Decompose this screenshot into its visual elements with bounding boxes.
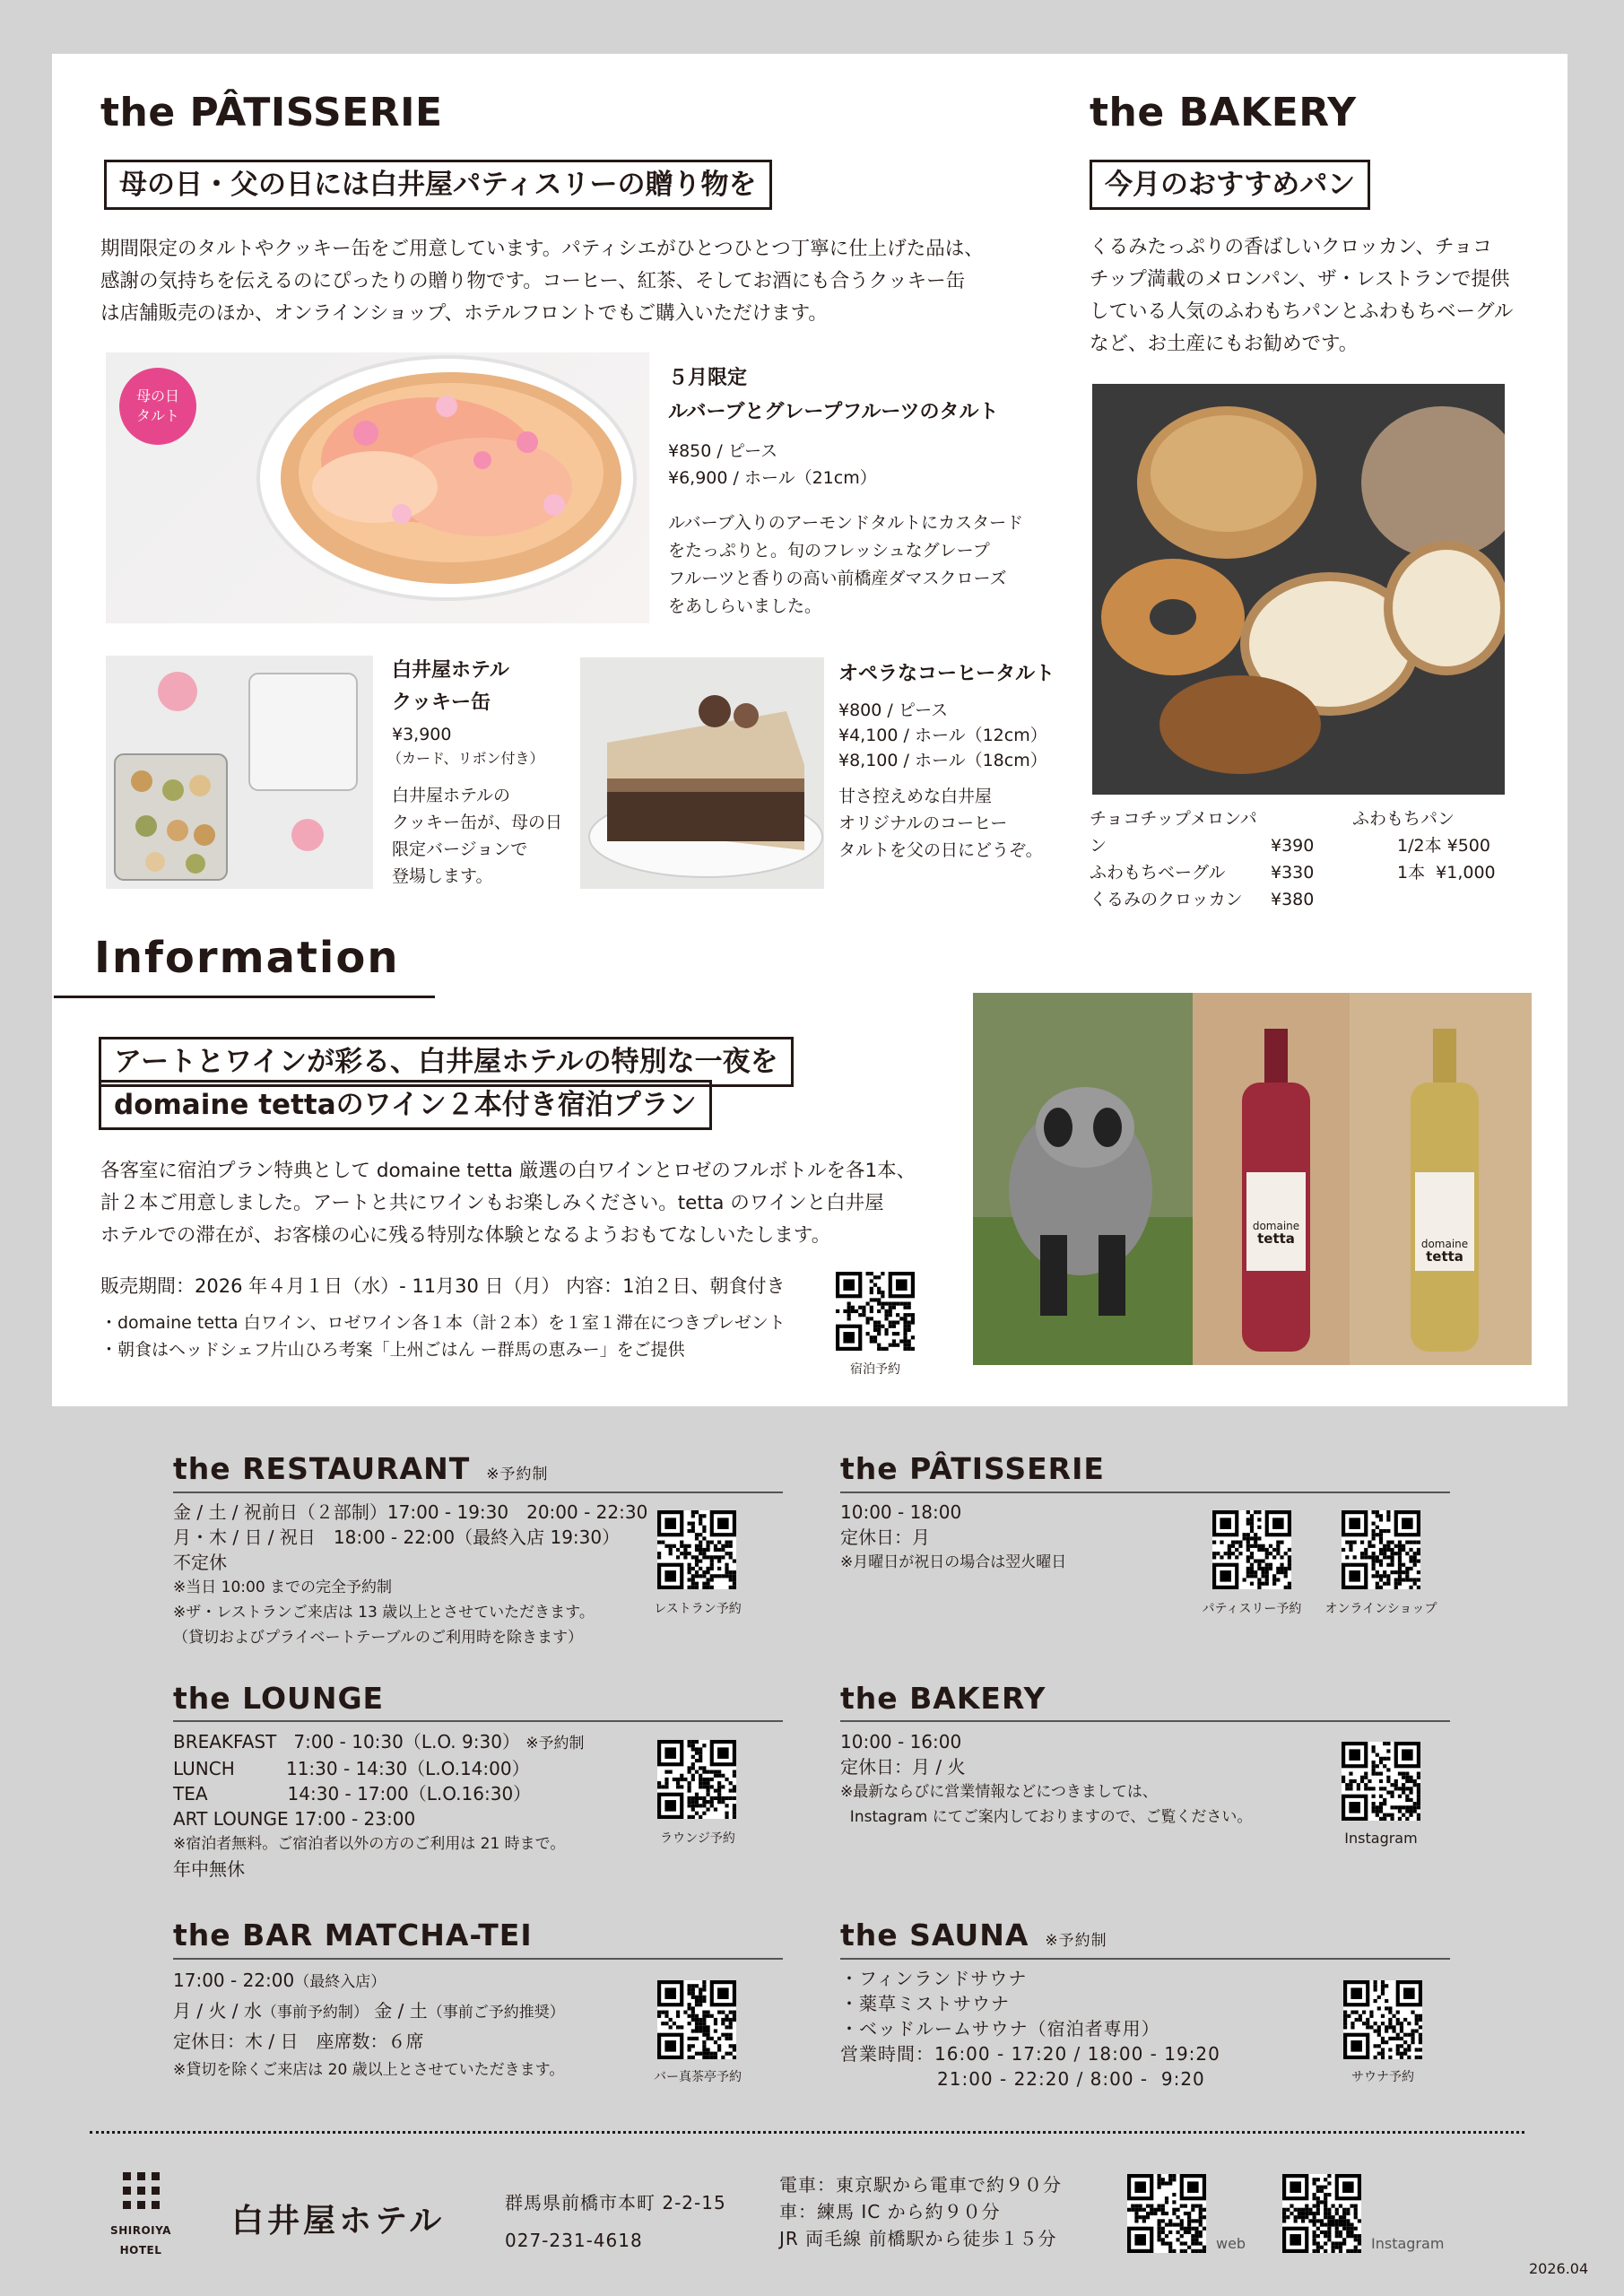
sauna-qr-caption: サウナ予約: [1351, 2070, 1414, 2084]
hours-line: 10:00 - 18:00: [840, 1501, 962, 1523]
wine-illustration: [973, 993, 1532, 1365]
hours-line: [173, 1729, 585, 1756]
cookie-note: （カード、リボン付き）: [387, 750, 544, 767]
website-caption: web: [1216, 2235, 1246, 2252]
bullet-line: ・domaine tetta 白ワイン、ロゼワイン各１本（計２本）を１室１滞在につきプレゼント: [100, 1313, 786, 1333]
cookie-tin-photo: [106, 656, 373, 889]
stay-booking-caption: 宿泊予約: [850, 1362, 900, 1377]
body-line: 各客室に宿泊プラン特典として domaine tetta 厳選の白ワインとロゼのフルボトルを各1本、: [100, 1160, 916, 1182]
item-price: ¥390: [1271, 836, 1315, 856]
website-qr[interactable]: [1127, 2174, 1206, 2253]
note-line: ※最新ならびに営業情報などにつきましては、: [840, 1783, 1158, 1801]
wine-label-line: domaine: [1252, 1220, 1300, 1232]
intro-line: している人気のふわもちパンとふわもちベーグル: [1090, 300, 1514, 323]
fuwamochi-prices: [1352, 805, 1496, 886]
desc-line: をあしらいました。: [668, 596, 822, 616]
opera-name: オペラなコーヒータルト: [838, 663, 1055, 685]
price-line: ¥850 / ピース: [668, 441, 778, 461]
access-line: JR 両毛線 前橋駅から徒歩１５分: [779, 2228, 1057, 2249]
divider: [173, 1958, 783, 1960]
qr-code-icon: [1343, 1980, 1422, 2059]
rose-wine-label: [1246, 1220, 1306, 1245]
hours-text: BREAKFAST 7:00 - 10:30（L.O. 9:30）: [173, 1731, 520, 1752]
qr-code-icon: [657, 1740, 736, 1819]
sauna-line: ・フィンランドサウナ: [840, 1968, 1028, 1989]
hotel-contact: [505, 2184, 726, 2259]
price-line: ¥8,100 / ホール（18cm）: [838, 751, 1047, 770]
item-name: くるみのクロッカン: [1090, 890, 1243, 909]
logo-line: HOTEL: [119, 2244, 162, 2257]
issue-date: 2026.04: [1529, 2260, 1589, 2277]
hours-line: 月・木 / 日 / 祝日 18:00 - 22:00（最終入店 19:30）: [173, 1526, 621, 1548]
cookie-tin-illustration: [106, 656, 373, 889]
access-line: 電車：東京駅から電車で約９０分: [779, 2174, 1062, 2196]
opera-desc: [838, 783, 1043, 864]
sauna-info: [840, 1966, 1220, 2092]
sauna-booking-qr[interactable]: [1343, 1980, 1422, 2059]
mothers-day-badge: [119, 368, 196, 445]
hotel-name: 白井屋ホテル: [231, 2203, 446, 2239]
bakery-price-row: [1090, 886, 1314, 913]
item-price: ¥380: [1271, 890, 1315, 909]
restaurant-hours: [173, 1500, 647, 1650]
qr-code-icon: [657, 1510, 736, 1589]
item-name: チョコチップメロンパン: [1090, 809, 1257, 856]
hours-line: 10:00 - 16:00: [840, 1731, 962, 1752]
price-line: ¥800 / ピース: [838, 700, 949, 720]
wine-label-line: domaine: [1420, 1238, 1469, 1250]
hours-line: TEA 14:30 - 17:00（L.O.16:30）: [173, 1783, 532, 1805]
note-line: ※ザ・レストランご来店は 13 歳以上とさせていただきます。: [173, 1604, 595, 1622]
desc-line: 甘さ控えめな白井屋: [838, 787, 993, 806]
sauna-title-text: the SAUNA: [840, 1918, 1029, 1952]
note-line: （貸切およびプライベートテーブルのご利用時を除きます）: [173, 1629, 583, 1647]
fuwa-row: 1/2本 ¥500: [1397, 836, 1490, 856]
hours-line: 定休日：月: [840, 1526, 930, 1548]
hours-line: 定休日：月 / 火: [840, 1756, 966, 1778]
restaurant-qr-caption: レストラン予約: [654, 1602, 742, 1616]
body-line: 計２本ご用意しました。アートと共にワインもお楽しみください。tetta のワインと白井屋: [100, 1192, 884, 1214]
patisserie-info-title: the PÂTISSERIE: [840, 1451, 1105, 1486]
note-line: ※宿泊者無料。ご宿泊者以外の方のご利用は 21 時まで。: [173, 1835, 566, 1853]
note-line: Instagram にてご案内しておりますので、ご覧ください。: [840, 1808, 1253, 1826]
intro-line: など、お土産にもお勧めです。: [1090, 333, 1359, 355]
opera-tart-illustration: [580, 657, 824, 889]
intro-line: 期間限定のタルトやクッキー缶をご用意しています。パティシエがひとつひとつ丁寧に仕上げた品は、: [100, 238, 984, 260]
instagram-caption: Instagram: [1371, 2235, 1445, 2252]
patisserie-hours: [840, 1500, 1066, 1575]
online-shop-caption: オンラインショップ: [1324, 1602, 1437, 1616]
restaurant-booking-qr[interactable]: [657, 1510, 736, 1589]
qr-code-icon: [1342, 1510, 1420, 1589]
tart-label: ５月限定: [668, 367, 748, 389]
bar-qr-caption: バー真茶亭予約: [654, 2070, 742, 2084]
desc-line: ルバーブ入りのアーモンドタルトにカスタード: [668, 513, 1024, 533]
hours-line: LUNCH 11:30 - 14:30（L.O.14:00）: [173, 1758, 530, 1779]
bar-booking-qr[interactable]: [657, 1980, 736, 2059]
desc-line: 登場します。: [392, 866, 493, 886]
tart-name: ルバーブとグレープフルーツのタルト: [668, 401, 999, 423]
sauna-line: ・薬草ミストサウナ: [840, 1993, 1010, 2014]
bakery-qr-caption: Instagram: [1344, 1830, 1418, 1847]
closing-line: 年中無休: [173, 1858, 245, 1880]
hours-line: [173, 1996, 565, 2027]
wine-label-line: tetta: [1426, 1248, 1463, 1265]
online-shop-qr[interactable]: [1342, 1510, 1420, 1589]
logo-line: SHIROIYA: [110, 2224, 171, 2237]
note-line: ※当日 10:00 までの完全予約制: [173, 1578, 393, 1596]
qr-code-icon: [1282, 2174, 1361, 2253]
lounge-title: the LOUNGE: [173, 1681, 385, 1716]
desc-line: 白井屋ホテルの: [392, 786, 511, 805]
phone: 027-231-4618: [505, 2230, 643, 2251]
patisserie-booking-qr[interactable]: [1212, 1510, 1291, 1589]
tart-heading: [668, 361, 999, 430]
patisserie-intro: [100, 233, 1033, 330]
fuwa-name: ふわもちパン: [1352, 809, 1455, 829]
fuwa-row: 1本 ¥1,000: [1397, 863, 1496, 883]
divider: [840, 1492, 1450, 1493]
information-headline-1: アートとワインが彩る、白井屋ホテルの特別な一夜を: [99, 1037, 794, 1087]
item-price: ¥330: [1271, 863, 1315, 883]
cookie-heading: [392, 655, 509, 719]
note-line: ※貸切を除くご来店は 20 歳以上とさせていただきます。: [173, 2061, 565, 2079]
desc-line: タルトを父の日にどうぞ。: [838, 840, 1043, 860]
bakery-price-list: [1090, 805, 1314, 913]
sales-period: 販売期間：2026 年４月１日（水）- 11月30 日（月） 内容：1泊２日、朝食付き: [100, 1275, 786, 1297]
restaurant-title-text: the RESTAURANT: [173, 1451, 471, 1486]
patisserie-title: the PÂTISSERIE: [100, 90, 443, 135]
information-body: [100, 1155, 970, 1252]
sauna-title: [840, 1918, 1107, 1952]
hours-note: （事前予約制）: [261, 2004, 369, 2022]
instagram-qr[interactable]: [1282, 2174, 1361, 2253]
patisserie-headline: 母の日・父の日には白井屋パティスリーの贈り物を: [104, 160, 772, 210]
body-line: ホテルでの滞在が、お客様の心に残る特別な体験となるようおもてなしいたします。: [100, 1224, 831, 1247]
hours-line: 21:00 - 22:20 / 8:00 - 9:20: [937, 2068, 1205, 2090]
bread-illustration: [1092, 384, 1505, 795]
bakery-instagram-qr[interactable]: [1342, 1742, 1420, 1821]
restaurant-title: [173, 1451, 548, 1486]
opera-prices: [838, 698, 1047, 773]
tart-prices: [668, 438, 877, 491]
hours-line: ART LOUNGE 17:00 - 23:00: [173, 1808, 416, 1830]
address: 群馬県前橋市本町 2-2-15: [505, 2192, 726, 2213]
tart-desc: [668, 509, 1023, 621]
bakery-intro: [1090, 231, 1520, 361]
bakery-photo: [1092, 384, 1505, 795]
intro-line: チップ満載のメロンパン、ザ・レストランで提供: [1090, 268, 1510, 291]
hours-note: （事前ご予約推奨）: [427, 2004, 565, 2022]
price-line: ¥4,100 / ホール（12cm）: [838, 726, 1047, 745]
desc-line: フルーツと香りの高い前橋産ダマスクローズ: [668, 569, 1007, 588]
bakery-info-title: the BAKERY: [840, 1681, 1046, 1716]
cookie-name-line: 白井屋ホテル: [392, 659, 509, 682]
desc-line: オリジナルのコーヒー: [838, 813, 1008, 833]
intro-line: くるみたっぷりの香ばしいクロッカン、チョコ: [1090, 236, 1492, 258]
wine-overlay: [978, 1054, 1537, 1055]
sauna-line: ・ベッドルームサウナ（宿泊者専用）: [840, 2018, 1160, 2039]
stay-booking-qr[interactable]: [836, 1272, 915, 1351]
access-info: [779, 2171, 1062, 2252]
hours-line: 定休日：木 / 日 座席数：６席: [173, 2031, 424, 2052]
lounge-hours: [173, 1729, 585, 1882]
qr-code-icon: [657, 1980, 736, 2059]
reservation-note: ※予約制: [486, 1465, 549, 1483]
intro-line: 感謝の気持ちを伝えるのにぴったりの贈り物です。コーヒー、紅茶、そしてお酒にも合うクッキー缶: [100, 270, 966, 292]
bar-title: the BAR MATCHA-TEI: [173, 1918, 533, 1952]
information-bullets: [100, 1309, 786, 1363]
price-line: ¥6,900 / ホール（21cm）: [668, 468, 877, 488]
wine-photo: [973, 993, 1532, 1365]
logo-grid-icon: [115, 2170, 169, 2217]
information-headline-2: domaine tettaのワイン２本付き宿泊プラン: [99, 1080, 712, 1130]
intro-line: は店舗販売のほか、オンラインショップ、ホテルフロントでもご購入いただけます。: [100, 302, 828, 325]
hours-line: 金 / 土 / 祝前日（２部制）17:00 - 19:30 20:00 - 22:30: [173, 1501, 648, 1523]
bakery-headline: 今月のおすすめパン: [1090, 160, 1370, 210]
bakery-hours: [840, 1729, 1252, 1830]
hours-line: 不定休: [173, 1552, 227, 1573]
desc-line: をたっぷりと。旬のフレッシュなグレープ: [668, 541, 990, 561]
access-line: 車：練馬 IC から約９０分: [779, 2201, 1001, 2222]
item-name: ふわもちベーグル: [1090, 863, 1226, 883]
reservation-note: ※予約制: [525, 1735, 585, 1752]
hours-line: 営業時間：16:00 - 17:20 / 18:00 - 19:20: [840, 2043, 1220, 2065]
logo-wordmark: [100, 2221, 181, 2260]
divider: [840, 1720, 1450, 1722]
divider: [173, 1492, 783, 1493]
information-title: Information: [94, 933, 400, 983]
bakery-title: the BAKERY: [1090, 90, 1357, 135]
badge-line: タルト: [135, 407, 179, 424]
footer-dotted-divider: [90, 2131, 1524, 2134]
divider: [173, 1720, 783, 1722]
lounge-qr-caption: ラウンジ予約: [660, 1831, 735, 1846]
patisserie-qr-caption: パティスリー予約: [1202, 1602, 1302, 1616]
badge-line: 母の日: [135, 387, 179, 404]
lounge-booking-qr[interactable]: [657, 1740, 736, 1819]
white-wine-label: [1415, 1238, 1474, 1263]
information-underline: [54, 996, 435, 998]
qr-code-icon: [1212, 1510, 1291, 1589]
shiroiya-logo: [115, 2170, 169, 2221]
cookie-price: ¥3,900: [392, 725, 452, 744]
hours-text: 17:00 - 22:00: [173, 1970, 295, 1991]
hours-text: 金 / 土: [374, 2000, 428, 2022]
hours-note: （最終入店）: [294, 1973, 386, 1991]
note-line: ※月曜日が祝日の場合は翌火曜日: [840, 1553, 1067, 1571]
reservation-note: ※予約制: [1045, 1932, 1107, 1950]
hours-line: [173, 1966, 565, 1996]
wine-label-line: tetta: [1257, 1231, 1295, 1247]
qr-code-icon: [1127, 2174, 1206, 2253]
bakery-price-row: [1090, 805, 1314, 859]
bakery-price-row: [1090, 859, 1314, 886]
divider: [840, 1958, 1450, 1960]
hours-text: 月 / 火 / 水: [173, 2000, 262, 2022]
bar-hours: [173, 1966, 565, 2084]
desc-line: クッキー缶が、母の日: [392, 813, 563, 832]
qr-code-icon: [1342, 1742, 1420, 1821]
cookie-name-line: クッキー缶: [392, 691, 491, 714]
qr-code-icon: [836, 1272, 915, 1351]
cookie-desc: [392, 782, 562, 890]
bullet-line: ・朝食はヘッドシェフ片山ひろ考案「上州ごはん ー群馬の恵みー」をご提供: [100, 1340, 685, 1360]
opera-tart-photo: [580, 657, 824, 889]
desc-line: 限定バージョンで: [392, 839, 528, 859]
